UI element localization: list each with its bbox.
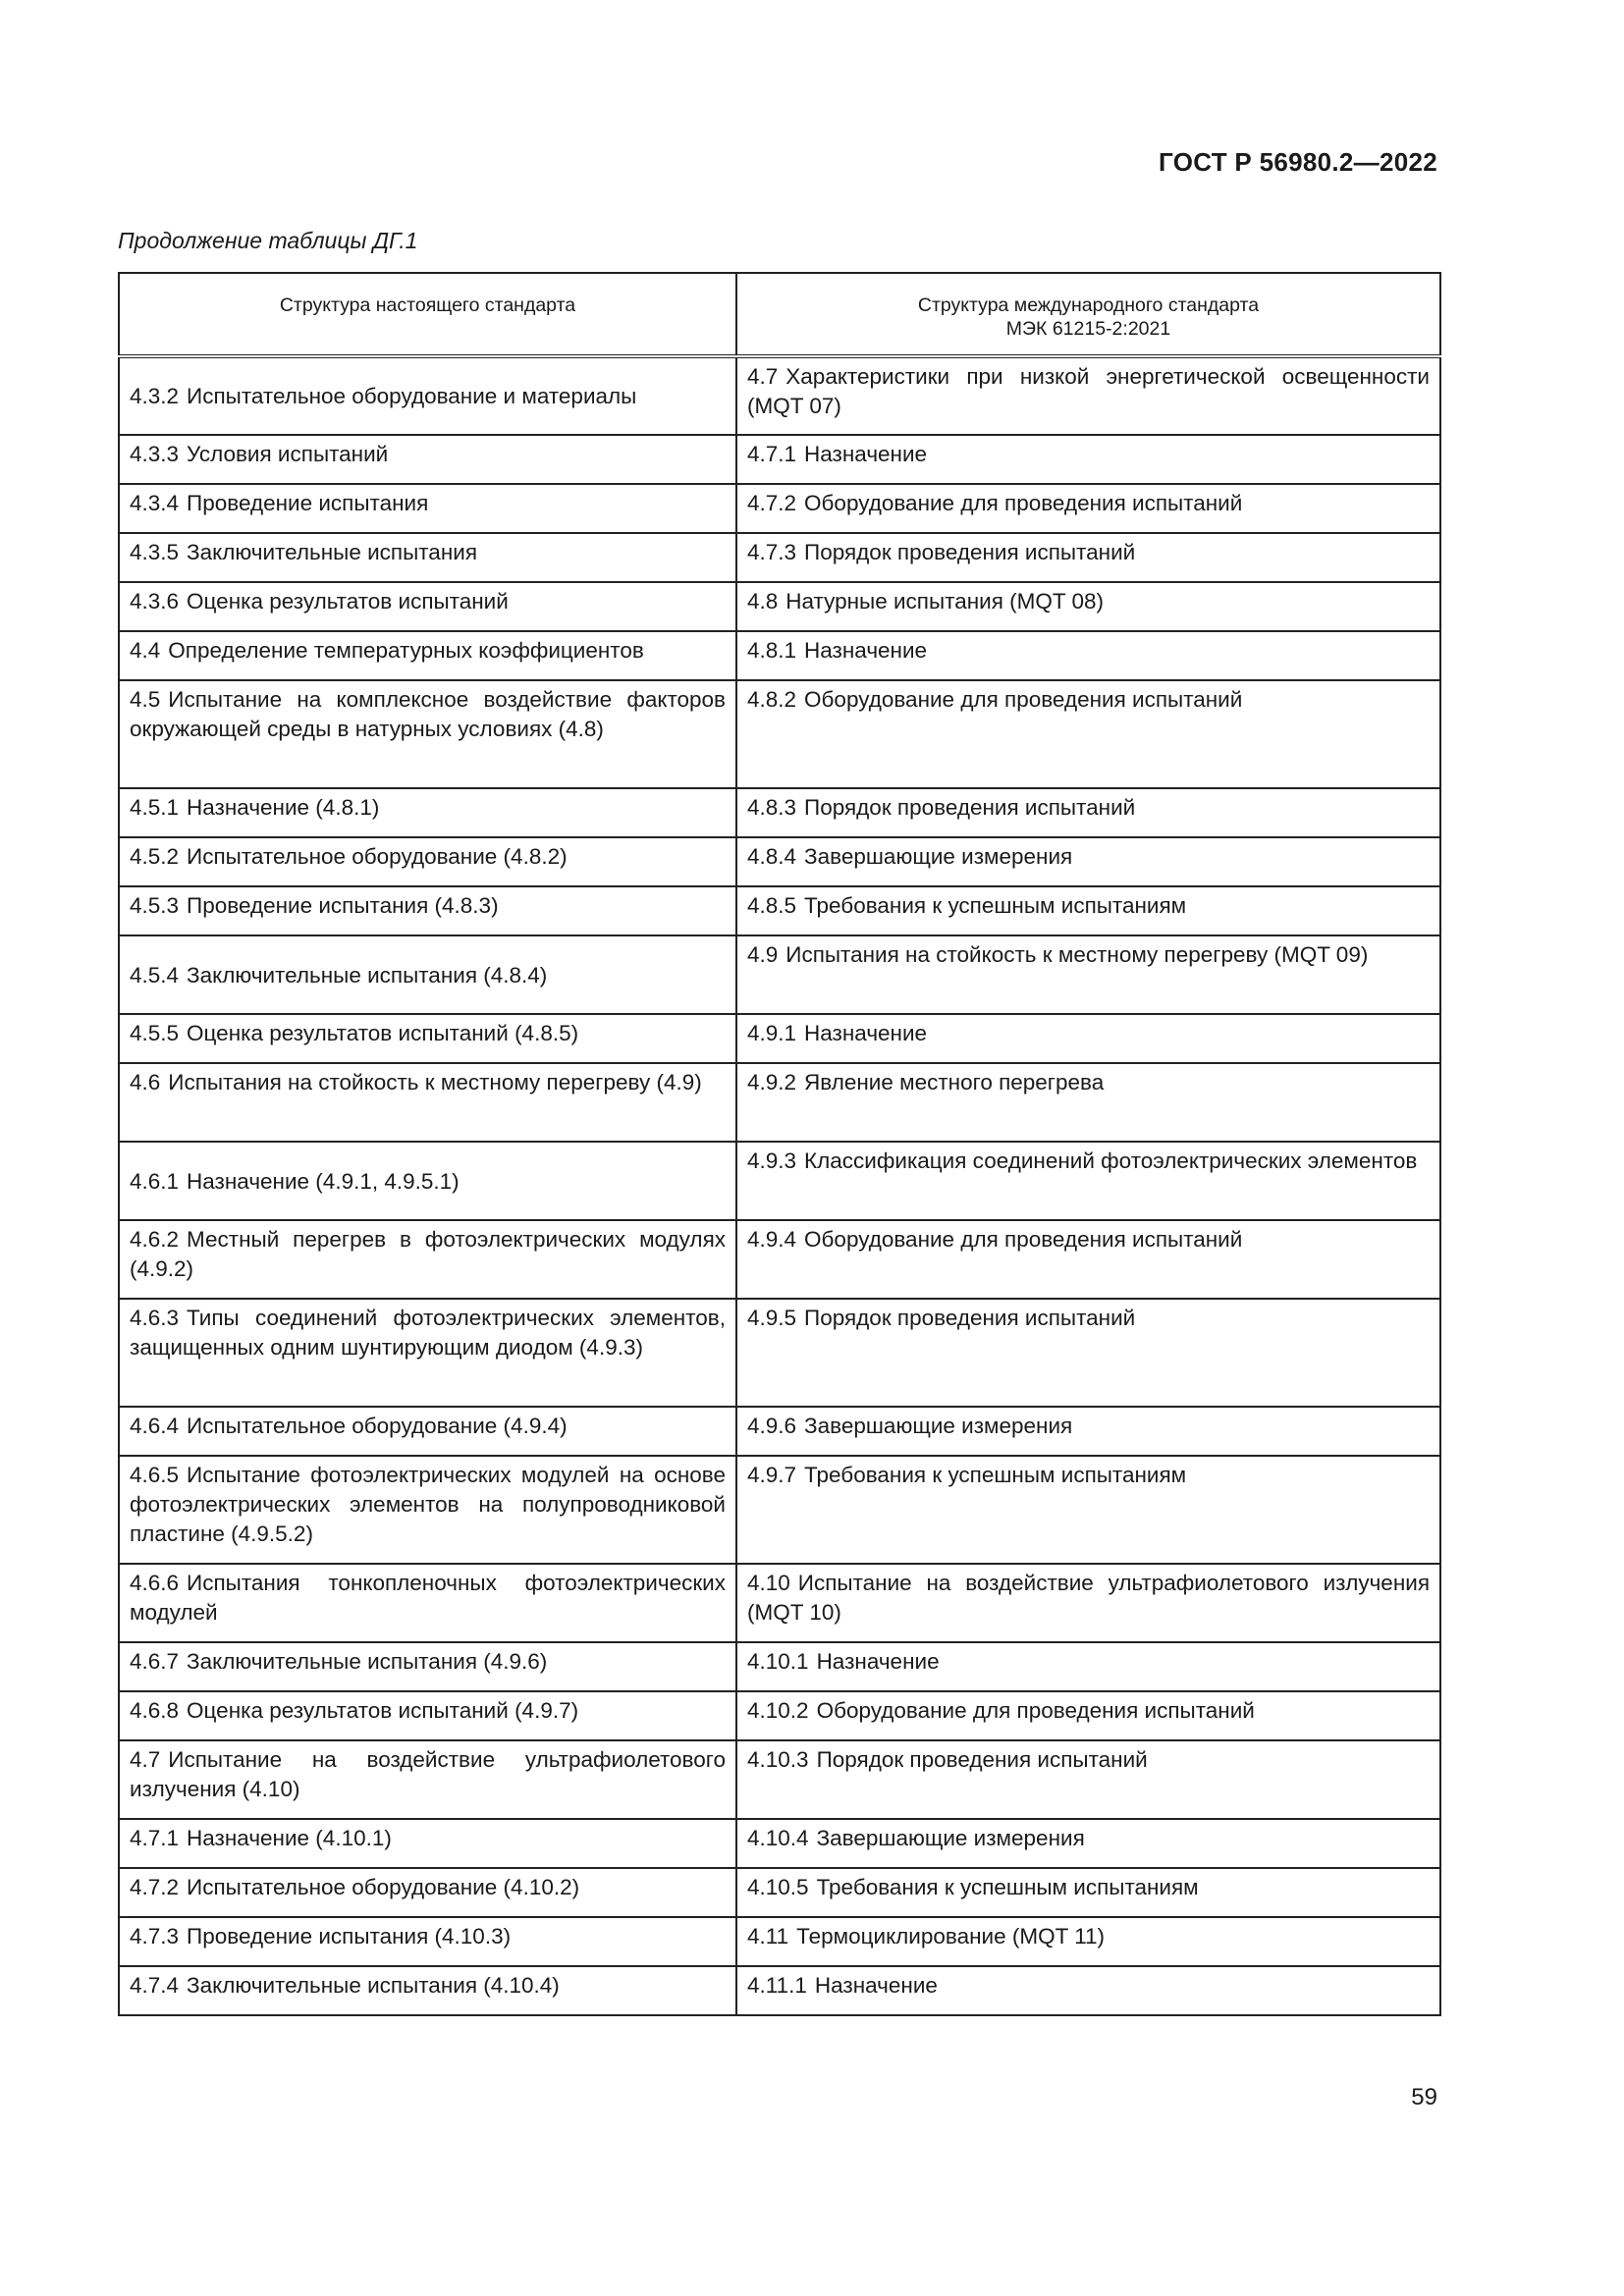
table-row: [119, 837, 1440, 886]
section-title: Оборудование для проведения испытаний: [804, 491, 1243, 515]
international-standard-cell: [736, 886, 1440, 935]
section-title: Требования к успешным испытаниям: [804, 893, 1187, 918]
table-row: [119, 533, 1440, 582]
section-title: Требования к успешным испытаниям: [804, 1463, 1187, 1487]
section-title: Проведение испытания: [187, 491, 429, 515]
section-number: 4.8.2: [747, 687, 797, 712]
col-header-international-line2: МЭК 61215-2:2021: [1005, 318, 1171, 340]
section-title: Испытательное оборудование (4.9.4): [187, 1414, 568, 1438]
current-standard-cell: [119, 484, 736, 533]
international-standard-cell: [736, 582, 1440, 631]
section-number: 4.10: [747, 1571, 790, 1595]
page-number: 59: [1411, 2084, 1437, 2110]
international-standard-cell: [736, 1407, 1440, 1456]
current-standard-cell: [119, 435, 736, 484]
col-header-international-standard: [736, 273, 1440, 356]
international-standard-cell: [736, 1966, 1440, 2015]
section-title: Заключительные испытания (4.9.6): [187, 1649, 548, 1674]
table-caption: Продолжение таблицы ДГ.1: [118, 228, 418, 253]
section-number: 4.11.1: [747, 1973, 807, 1998]
section-number: 4.9: [747, 942, 779, 967]
international-standard-cell: [736, 1456, 1440, 1564]
current-standard-cell: [119, 788, 736, 837]
current-standard-cell: [119, 1142, 736, 1220]
document-standard-number: ГОСТ Р 56980.2—2022: [1159, 147, 1437, 177]
international-standard-cell: [736, 1868, 1440, 1917]
current-standard-cell: [119, 631, 736, 680]
section-title: Порядок проведения испытаний: [804, 1306, 1136, 1330]
table-row: [119, 1917, 1440, 1966]
current-standard-cell: [119, 1740, 736, 1819]
section-number: 4.3.5: [130, 540, 180, 564]
section-title: Испытательное оборудование (4.8.2): [187, 844, 568, 869]
table-row: [119, 1691, 1440, 1740]
table-row: [119, 1142, 1440, 1220]
current-standard-cell: [119, 837, 736, 886]
current-standard-cell: [119, 886, 736, 935]
table-row: [119, 631, 1440, 680]
section-title: Проведение испытания (4.8.3): [187, 893, 499, 918]
section-title: Местный перегрев в фотоэлектрических модулях (4.9.2): [130, 1227, 726, 1281]
section-title: Испытательное оборудование (4.10.2): [187, 1875, 580, 1899]
current-standard-cell: [119, 1868, 736, 1917]
section-title: Условия испытаний: [187, 442, 389, 466]
section-number: 4.10.3: [747, 1747, 809, 1772]
section-number: 4.8.4: [747, 844, 797, 869]
section-number: 4.6.5: [130, 1463, 180, 1487]
table-row: [119, 1740, 1440, 1819]
section-title: Требования к успешным испытаниям: [816, 1875, 1199, 1899]
section-number: 4.9.2: [747, 1070, 797, 1095]
section-number: 4.7.1: [130, 1826, 180, 1850]
table-row: [119, 1299, 1440, 1407]
section-number: 4.7.1: [747, 442, 797, 466]
section-number: 4.6.4: [130, 1414, 180, 1438]
current-standard-cell: [119, 1917, 736, 1966]
current-standard-cell: [119, 1564, 736, 1642]
table-row: [119, 1063, 1440, 1142]
table-row: [119, 1014, 1440, 1063]
international-standard-cell: [736, 631, 1440, 680]
table-row: [119, 1407, 1440, 1456]
section-number: 4.3.3: [130, 442, 180, 466]
international-standard-cell: [736, 1691, 1440, 1740]
table-row: [119, 484, 1440, 533]
international-standard-cell: [736, 1642, 1440, 1691]
current-standard-cell: [119, 680, 736, 788]
international-standard-cell: [736, 1917, 1440, 1966]
section-number: 4.7.2: [130, 1875, 180, 1899]
col-header-current-standard-text: Структура настоящего стандарта: [279, 294, 576, 316]
section-number: 4.3.6: [130, 589, 180, 614]
current-standard-cell: [119, 1642, 736, 1691]
table-row: [119, 935, 1440, 1014]
section-title: Типы соединений фотоэлектрических элементов, защищенных одним шунтирующим диодом (4.9.3): [130, 1306, 726, 1360]
section-title: Испытания тонкопленочных фотоэлектрических модулей: [130, 1571, 726, 1625]
section-title: Назначение (4.8.1): [187, 795, 380, 820]
section-number: 4.7.3: [747, 540, 797, 564]
international-standard-cell: [736, 533, 1440, 582]
table-row: [119, 435, 1440, 484]
section-title: Назначение: [816, 1649, 940, 1674]
section-title: Назначение (4.9.1, 4.9.5.1): [187, 1168, 460, 1194]
international-standard-cell: [736, 935, 1440, 1014]
current-standard-cell: [119, 1456, 736, 1564]
international-standard-cell: [736, 837, 1440, 886]
international-standard-cell: [736, 1014, 1440, 1063]
international-standard-cell: [736, 680, 1440, 788]
section-number: 4.9.5: [747, 1306, 797, 1330]
section-number: 4.10.2: [747, 1698, 809, 1723]
current-standard-cell: [119, 356, 736, 435]
section-title: Завершающие измерения: [816, 1826, 1085, 1850]
international-standard-cell: [736, 1220, 1440, 1299]
international-standard-cell: [736, 788, 1440, 837]
section-title: Испытание на воздействие ультрафиолетового излучения (MQT 10): [747, 1571, 1430, 1625]
section-number: 4.9.6: [747, 1414, 797, 1438]
table-row: [119, 788, 1440, 837]
section-title: Назначение (4.10.1): [187, 1826, 392, 1850]
table-row: [119, 1819, 1440, 1868]
current-standard-cell: [119, 1407, 736, 1456]
section-title: Завершающие измерения: [804, 1414, 1073, 1438]
section-number: 4.10.5: [747, 1875, 809, 1899]
section-number: 4.7.3: [130, 1924, 180, 1949]
section-number: 4.5.3: [130, 893, 180, 918]
current-standard-cell: [119, 1063, 736, 1142]
international-standard-cell: [736, 1299, 1440, 1407]
table-row: [119, 1456, 1440, 1564]
section-number: 4.8: [747, 589, 779, 614]
current-standard-cell: [119, 1966, 736, 2015]
section-title: Оборудование для проведения испытаний: [816, 1698, 1255, 1723]
international-standard-cell: [736, 435, 1440, 484]
section-title: Термоциклирование (MQT 11): [796, 1924, 1106, 1949]
section-number: 4.6.3: [130, 1306, 180, 1330]
international-standard-cell: [736, 1819, 1440, 1868]
table-row: [119, 1966, 1440, 2015]
section-title: Натурные испытания (MQT 08): [785, 589, 1104, 614]
current-standard-cell: [119, 1220, 736, 1299]
section-title: Испытание фотоэлектрических модулей на основе фотоэлектрических элементов на полупроводниковой пластине (4.9.5.2): [130, 1463, 726, 1546]
table-header-row: [119, 273, 1440, 356]
section-number: 4.10.4: [747, 1826, 809, 1850]
section-title: Оценка результатов испытаний (4.9.7): [187, 1698, 579, 1723]
international-standard-cell: [736, 484, 1440, 533]
section-number: 4.7: [747, 364, 779, 389]
section-number: 4.5: [130, 687, 161, 712]
international-standard-cell: [736, 1063, 1440, 1142]
col-header-international-line1: Структура международного стандарта: [917, 294, 1260, 316]
section-number: 4.3.4: [130, 491, 180, 515]
table-row: [119, 1642, 1440, 1691]
section-number: 4.7.4: [130, 1973, 180, 1998]
section-number: 4.9.7: [747, 1463, 797, 1487]
section-title: Порядок проведения испытаний: [804, 540, 1136, 564]
section-number: 4.5.1: [130, 795, 180, 820]
table-row: [119, 356, 1440, 435]
section-title: Оборудование для проведения испытаний: [804, 1227, 1243, 1252]
international-standard-cell: [736, 356, 1440, 435]
section-title: Испытания на стойкость к местному перегреву (4.9): [168, 1070, 702, 1095]
section-title: Определение температурных коэффициентов: [168, 638, 644, 663]
section-title: Испытания на стойкость к местному перегреву (MQT 09): [785, 942, 1369, 967]
section-title: Заключительные испытания: [187, 540, 477, 564]
section-number: 4.6.6: [130, 1571, 180, 1595]
table-row: [119, 1220, 1440, 1299]
section-number: 4.11: [747, 1924, 789, 1949]
current-standard-cell: [119, 1819, 736, 1868]
international-standard-cell: [736, 1740, 1440, 1819]
table-row: [119, 1868, 1440, 1917]
section-number: 4.6.8: [130, 1698, 180, 1723]
section-number: 4.6.7: [130, 1649, 180, 1674]
section-title: Оценка результатов испытаний (4.8.5): [187, 1021, 579, 1045]
current-standard-cell: [119, 533, 736, 582]
section-title: Назначение: [804, 638, 928, 663]
current-standard-cell: [119, 1299, 736, 1407]
section-number: 4.6.2: [130, 1227, 180, 1252]
section-number: 4.9.4: [747, 1227, 797, 1252]
section-title: Оценка результатов испытаний: [187, 589, 509, 614]
table-row: [119, 886, 1440, 935]
structure-comparison-table: [118, 272, 1441, 2016]
section-title: Оборудование для проведения испытаний: [804, 687, 1243, 712]
section-number: 4.8.5: [747, 893, 797, 918]
col-header-current-standard: [119, 273, 736, 356]
international-standard-cell: [736, 1142, 1440, 1220]
current-standard-cell: [119, 935, 736, 1014]
table-row: [119, 582, 1440, 631]
section-title: Проведение испытания (4.10.3): [187, 1924, 512, 1949]
section-title: Порядок проведения испытаний: [804, 795, 1136, 820]
section-title: Назначение: [814, 1973, 938, 1998]
table-row: [119, 680, 1440, 788]
section-title: Испытание на воздействие ультрафиолетового излучения (4.10): [130, 1747, 726, 1801]
section-number: 4.8.3: [747, 795, 797, 820]
section-title: Испытательное оборудование и материалы: [187, 384, 637, 408]
section-number: 4.5.5: [130, 1021, 180, 1045]
section-title: Классификация соединений фотоэлектрических элементов: [804, 1148, 1418, 1173]
section-title: Заключительные испытания (4.10.4): [187, 1973, 560, 1998]
section-title: Заключительные испытания (4.8.4): [187, 962, 548, 988]
section-number: 4.9.1: [747, 1021, 797, 1045]
section-number: 4.10.1: [747, 1649, 809, 1674]
section-title: Порядок проведения испытаний: [816, 1747, 1148, 1772]
section-number: 4.6: [130, 1070, 161, 1095]
section-number: 4.7: [130, 1747, 161, 1772]
section-title: Испытание на комплексное воздействие факторов окружающей среды в натурных условиях (4.8): [130, 687, 726, 741]
section-title: Характеристики при низкой энергетической освещенности (MQT 07): [747, 364, 1430, 418]
international-standard-cell: [736, 1564, 1440, 1642]
current-standard-cell: [119, 1014, 736, 1063]
section-number: 4.5.4: [130, 962, 180, 988]
table-row: [119, 1564, 1440, 1642]
section-title: Завершающие измерения: [804, 844, 1073, 869]
section-title: Явление местного перегрева: [804, 1070, 1105, 1095]
section-number: 4.6.1: [130, 1168, 180, 1194]
section-number: 4.3.2: [130, 384, 180, 408]
section-number: 4.5.2: [130, 844, 180, 869]
section-number: 4.4: [130, 638, 161, 663]
section-title: Назначение: [804, 1021, 928, 1045]
section-number: 4.7.2: [747, 491, 797, 515]
current-standard-cell: [119, 1691, 736, 1740]
current-standard-cell: [119, 582, 736, 631]
section-number: 4.9.3: [747, 1148, 797, 1173]
section-title: Назначение: [804, 442, 928, 466]
section-number: 4.8.1: [747, 638, 797, 663]
